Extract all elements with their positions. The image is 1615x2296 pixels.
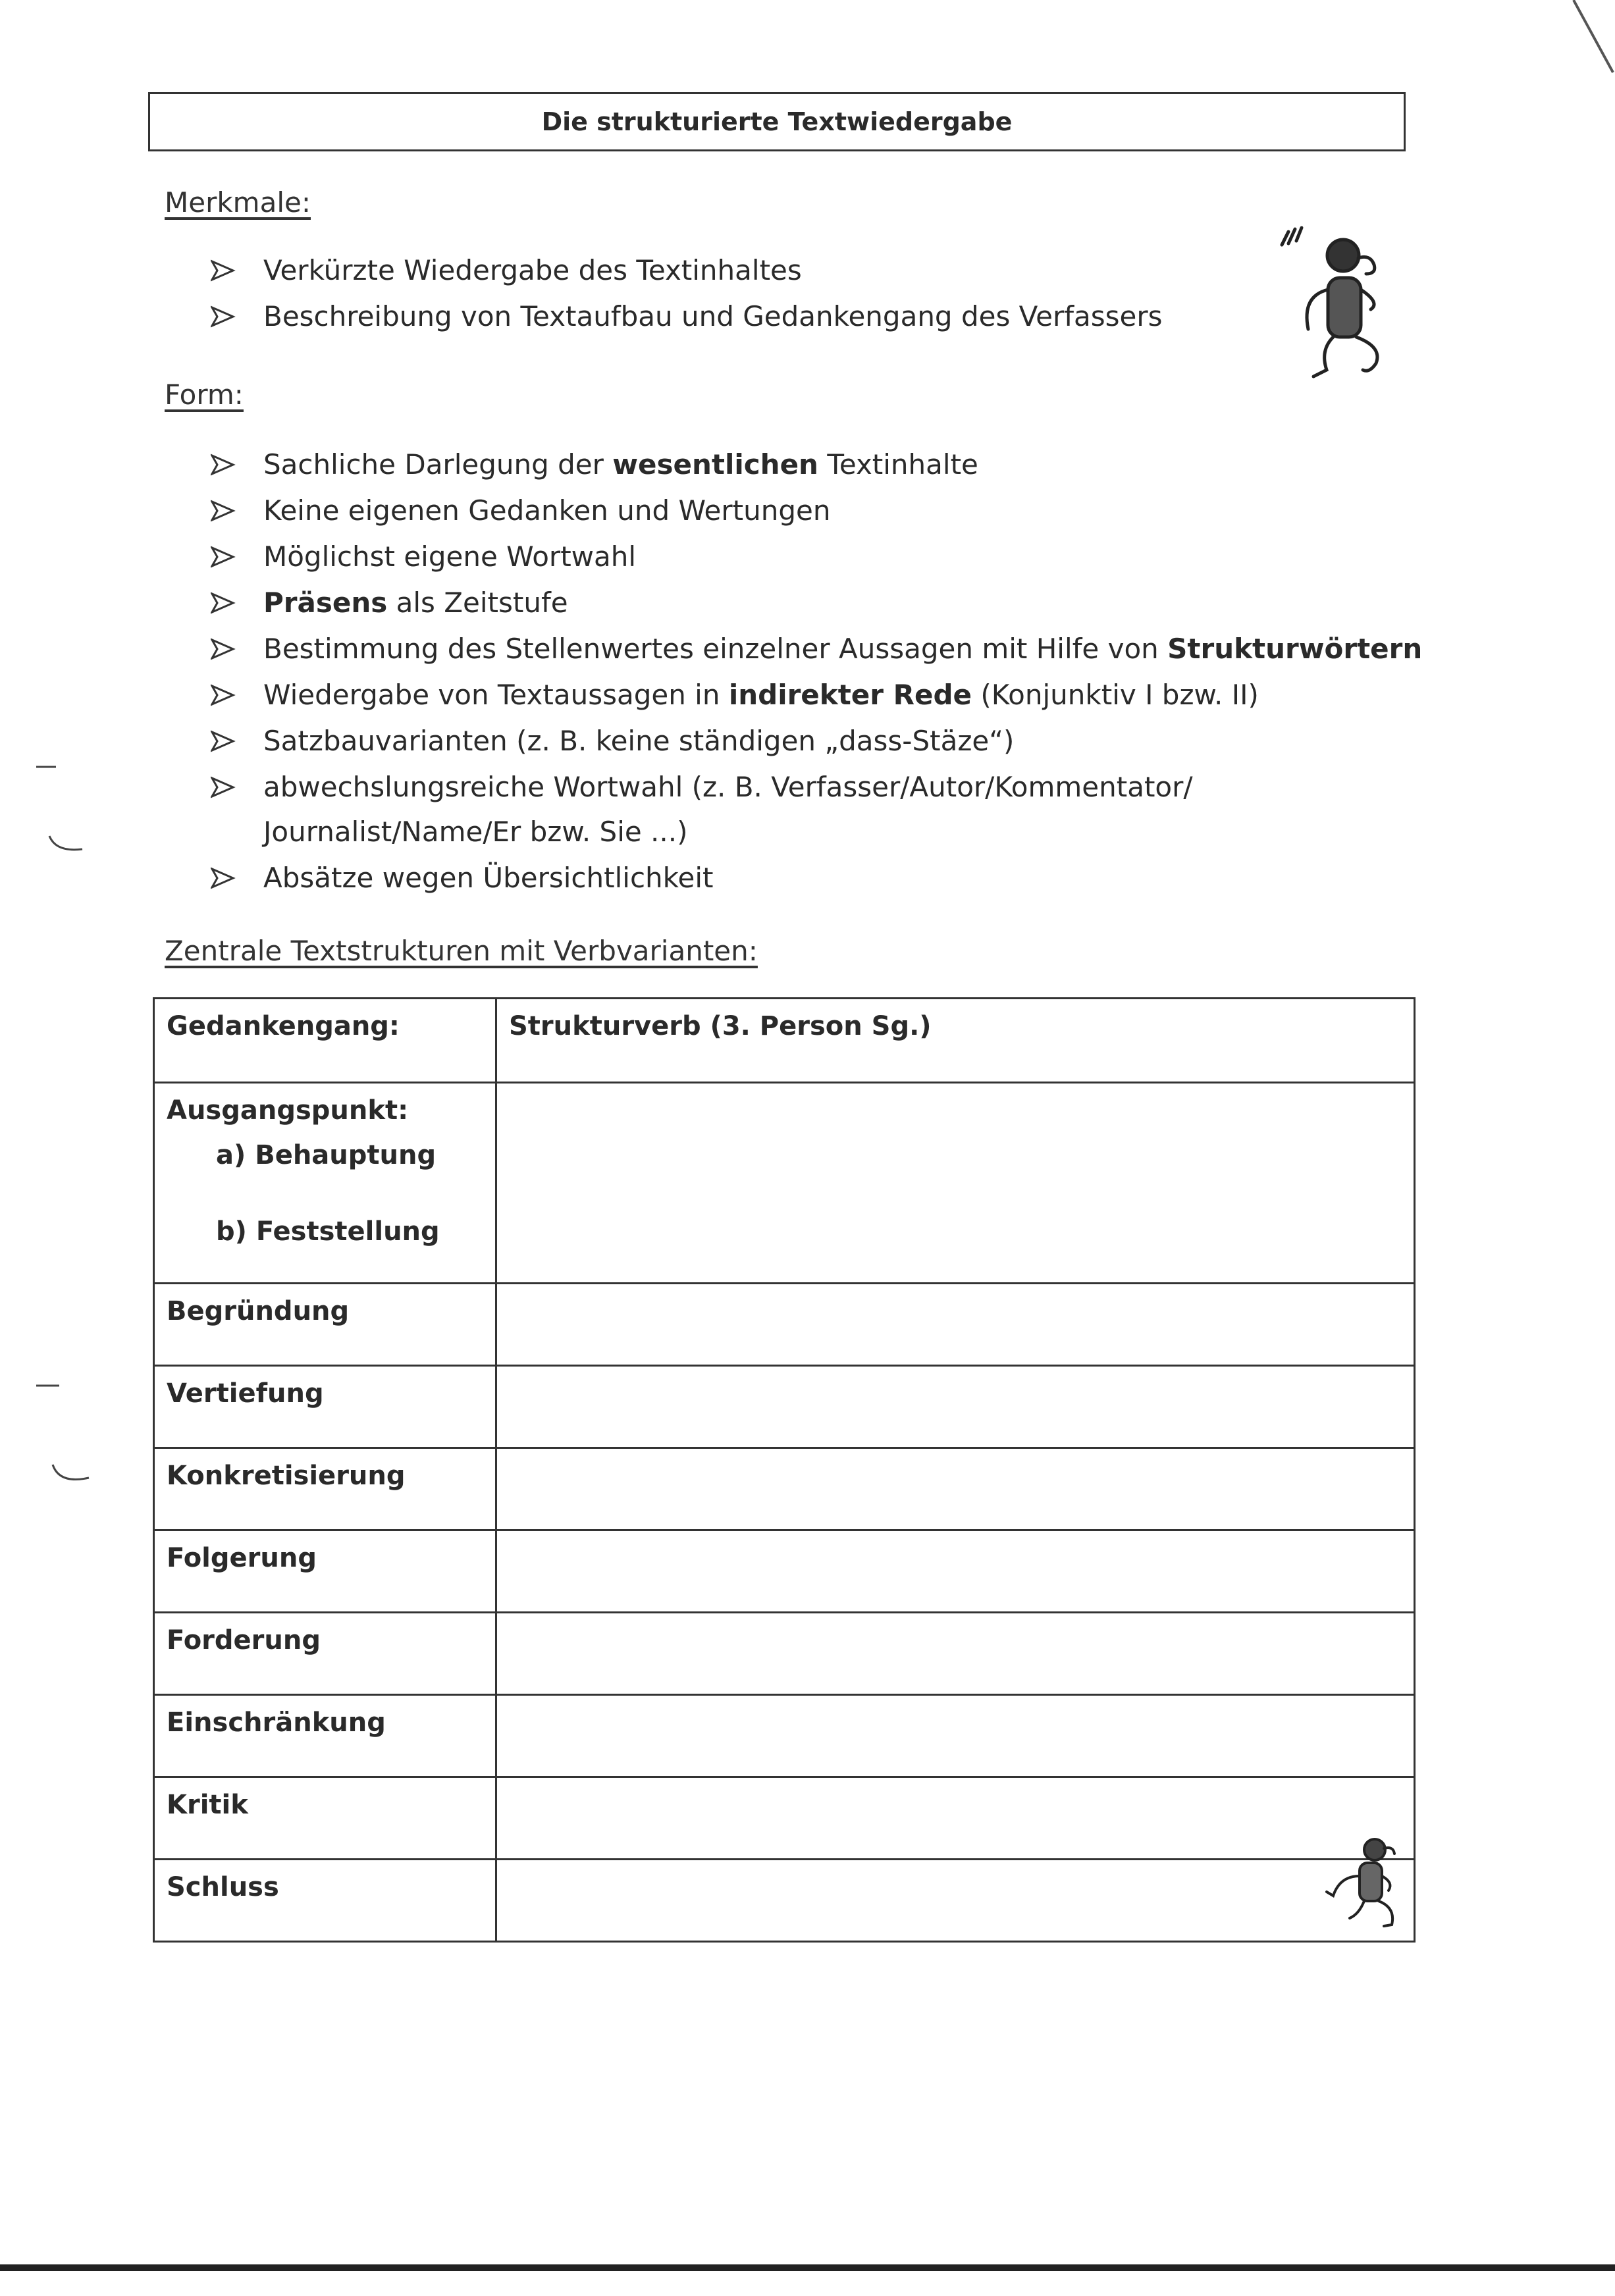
- table-header-cell: Strukturverb (3. Person Sg.): [496, 999, 1415, 1083]
- table-cell-empty[interactable]: [496, 1284, 1415, 1366]
- punch-hole-mark: [36, 764, 102, 856]
- table-cell: Vertiefung: [154, 1366, 496, 1448]
- zentrale-heading: Zentrale Textstrukturen mit Verbvarianten:: [165, 935, 758, 967]
- table-cell-empty[interactable]: [496, 1530, 1415, 1613]
- list-item: Keine eigenen Gedanken und Wertungen: [211, 497, 1422, 525]
- punch-hole-mark: [36, 1382, 102, 1501]
- arrow-bullet-icon: [211, 546, 236, 568]
- arrow-bullet-icon: [211, 454, 236, 476]
- table-header-row: [154, 999, 1415, 1083]
- structure-table: [153, 997, 1416, 1943]
- list-item: Absätze wegen Übersichtlichkeit: [211, 864, 1422, 892]
- arrow-bullet-icon: [211, 776, 236, 798]
- table-cell: Begründung: [154, 1284, 496, 1366]
- list-item: Möglichst eigene Wortwahl: [211, 543, 1422, 571]
- list-item-text: Verkürzte Wiedergabe des Textinhaltes: [263, 254, 802, 286]
- list-item: Bestimmung des Stellenwertes einzelner Aussagen mit Hilfe von Strukturwörtern: [211, 635, 1422, 663]
- table-cell: Kritik: [154, 1777, 496, 1860]
- running-figure-icon: [1323, 1830, 1409, 1929]
- arrow-bullet-icon: [211, 867, 236, 889]
- table-cell: Ausgangspunkt: a) Behauptung b) Feststellung: [154, 1083, 496, 1284]
- merkmale-heading: Merkmale:: [165, 186, 311, 219]
- arrow-bullet-icon: [211, 684, 236, 706]
- table-cell: Konkretisierung: [154, 1448, 496, 1530]
- arrow-bullet-icon: [211, 500, 236, 522]
- list-item: [211, 300, 1163, 332]
- arrow-bullet-icon: [211, 592, 236, 614]
- arrow-bullet-icon: [211, 730, 236, 752]
- table-row: [154, 1530, 1415, 1613]
- form-list: [211, 448, 1423, 894]
- table-header-cell: Gedankengang:: [154, 999, 496, 1083]
- table-row: [154, 1366, 1415, 1448]
- arrow-bullet-icon: [211, 305, 236, 328]
- table-row: [154, 1613, 1415, 1695]
- table-cell-empty[interactable]: [496, 1695, 1415, 1777]
- table-cell-empty[interactable]: [496, 1448, 1415, 1530]
- table-cell: Folgerung: [154, 1530, 496, 1613]
- list-item: Präsens als Zeitstufe: [211, 589, 1422, 617]
- table-cell-empty[interactable]: [496, 1860, 1415, 1942]
- table-cell-empty[interactable]: [496, 1366, 1415, 1448]
- merkmale-list: [211, 254, 1163, 332]
- running-figure-icon: [1274, 217, 1399, 388]
- arrow-bullet-icon: [211, 638, 236, 660]
- list-item-text: Beschreibung von Textaufbau und Gedankengang des Verfassers: [263, 300, 1163, 332]
- table-row: [154, 1860, 1415, 1942]
- list-item: [211, 254, 1163, 286]
- bottom-edge-line: [0, 2264, 1615, 2271]
- form-heading: Form:: [165, 378, 244, 411]
- table-row: [154, 1695, 1415, 1777]
- table-row: [154, 1448, 1415, 1530]
- table-row: [154, 1083, 1415, 1284]
- page-title: Die strukturierte Textwiedergabe: [148, 92, 1406, 151]
- table-cell-empty[interactable]: [496, 1613, 1415, 1695]
- list-item: Satzbauvarianten (z. B. keine ständigen „dass-Stäze“): [211, 727, 1422, 755]
- table-cell-empty[interactable]: [496, 1777, 1415, 1860]
- table-row: [154, 1284, 1415, 1366]
- list-item: Sachliche Darlegung der wesentlichen Textinhalte: [211, 451, 1422, 479]
- arrow-bullet-icon: [211, 259, 236, 282]
- table-cell-empty[interactable]: [496, 1083, 1415, 1284]
- table-cell: Einschränkung: [154, 1695, 496, 1777]
- list-item: abwechslungsreiche Wortwahl (z. B. Verfasser/Autor/Kommentator/ Journalist/Name/Er bzw. Sie ...): [211, 773, 1422, 846]
- table-row: [154, 1777, 1415, 1860]
- table-cell: Forderung: [154, 1613, 496, 1695]
- page-edge-mark: [1567, 0, 1615, 79]
- table-cell: Schluss: [154, 1860, 496, 1942]
- list-item: Wiedergabe von Textaussagen in indirekter Rede (Konjunktiv I bzw. II): [211, 681, 1422, 709]
